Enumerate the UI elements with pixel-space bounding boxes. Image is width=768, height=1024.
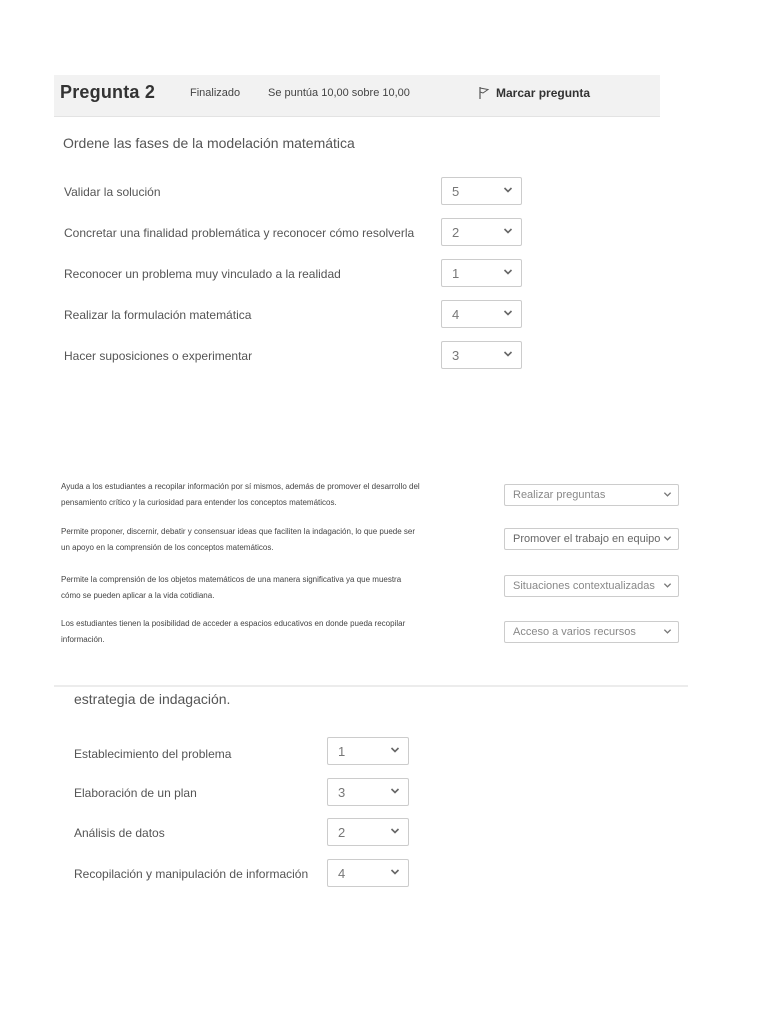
answer-select-value: Situaciones contextualizadas <box>513 580 655 592</box>
answer-select[interactable] <box>441 300 522 328</box>
section-divider <box>54 685 688 687</box>
answer-select[interactable] <box>327 818 409 846</box>
chevron-down-icon <box>663 534 672 543</box>
chevron-down-icon <box>390 786 400 796</box>
match-row-description: Permite la comprensión de los objetos matemáticos de una manera significativa ya que muestra cómo se pueden aplicar a la vida cotidiana. <box>61 575 402 600</box>
chevron-down-icon <box>503 185 513 195</box>
chevron-down-icon <box>390 826 400 836</box>
answer-select[interactable] <box>504 621 679 643</box>
answer-select[interactable] <box>327 859 409 887</box>
answer-select[interactable] <box>504 528 679 550</box>
answer-select-value: Realizar preguntas <box>513 489 606 501</box>
match-row-label: Análisis de datos <box>74 826 165 840</box>
answer-select-value: 1 <box>452 266 460 281</box>
match-row-label: Hacer suposiciones o experimentar <box>64 349 253 363</box>
match-row <box>64 307 251 323</box>
answer-select[interactable] <box>441 259 522 287</box>
answer-select-value: 4 <box>338 866 346 881</box>
answer-select-value: 5 <box>452 184 460 199</box>
answer-select[interactable] <box>441 177 522 205</box>
match-row-label: Concretar una finalidad problemática y reconocer cómo resolverla <box>64 226 415 240</box>
answer-select-value: Acceso a varios recursos <box>513 626 636 638</box>
answer-select-value: 3 <box>452 348 460 363</box>
answer-select-value: 3 <box>338 785 346 800</box>
match-row <box>74 785 197 801</box>
match-row <box>64 348 252 364</box>
chevron-down-icon <box>390 745 400 755</box>
flag-question-label: Marcar pregunta <box>496 86 591 100</box>
chevron-down-icon <box>663 627 672 636</box>
answer-select-value: 2 <box>338 825 346 840</box>
match-row <box>64 184 161 200</box>
chevron-down-icon <box>503 308 513 318</box>
answer-select[interactable] <box>441 341 522 369</box>
answer-select-value: Promover el trabajo en equipo <box>513 533 661 545</box>
question-prompt: Ordene las fases de la modelación matemática <box>63 135 355 151</box>
answer-select-value: 1 <box>338 744 346 759</box>
chevron-down-icon <box>503 267 513 277</box>
answer-select[interactable] <box>327 737 409 765</box>
chevron-down-icon <box>390 867 400 877</box>
match-row <box>74 866 308 882</box>
match-row <box>64 225 414 241</box>
flag-icon <box>478 86 490 100</box>
question-prompt-partial: estrategia de indagación. <box>74 691 231 707</box>
answer-select[interactable] <box>441 218 522 246</box>
answer-select[interactable] <box>327 778 409 806</box>
chevron-down-icon <box>503 226 513 236</box>
answer-select-value: 4 <box>452 307 460 322</box>
question-state: Finalizado <box>190 87 241 99</box>
match-row <box>74 825 165 841</box>
chevron-down-icon <box>663 490 672 499</box>
question-grade: Se puntúa 10,00 sobre 10,00 <box>268 87 410 99</box>
match-row-label: Recopilación y manipulación de información <box>74 867 309 881</box>
answer-select[interactable] <box>504 484 679 506</box>
answer-select[interactable] <box>504 575 679 597</box>
question-info-header <box>54 75 660 117</box>
match-row-label: Realizar la formulación matemática <box>64 308 252 322</box>
match-row-label: Elaboración de un plan <box>74 786 197 800</box>
match-row <box>64 266 341 282</box>
chevron-down-icon <box>503 349 513 359</box>
flag-question-button[interactable] <box>478 86 590 100</box>
answer-select-value: 2 <box>452 225 460 240</box>
match-row-description: Permite proponer, discernir, debatir y consensuar ideas que faciliten la indagación, lo que puede ser un apoyo en la comprensión de los conceptos matemáticos. <box>61 527 415 552</box>
match-row-label: Validar la solución <box>64 185 161 199</box>
chevron-down-icon <box>663 581 672 590</box>
match-row-description: Los estudiantes tienen la posibilidad de acceder a espacios educativos en donde pueda recopilar información. <box>61 619 406 644</box>
match-row <box>74 746 231 762</box>
match-row-label: Reconocer un problema muy vinculado a la realidad <box>64 267 341 281</box>
match-row-description: Ayuda a los estudiantes a recopilar información por sí mismos, además de promover el desarrollo del pensamiento crítico y la curiosidad para entender los conceptos matemáticos. <box>61 482 420 507</box>
question-number: Pregunta 2 <box>60 82 156 102</box>
match-row-label: Establecimiento del problema <box>74 747 232 761</box>
